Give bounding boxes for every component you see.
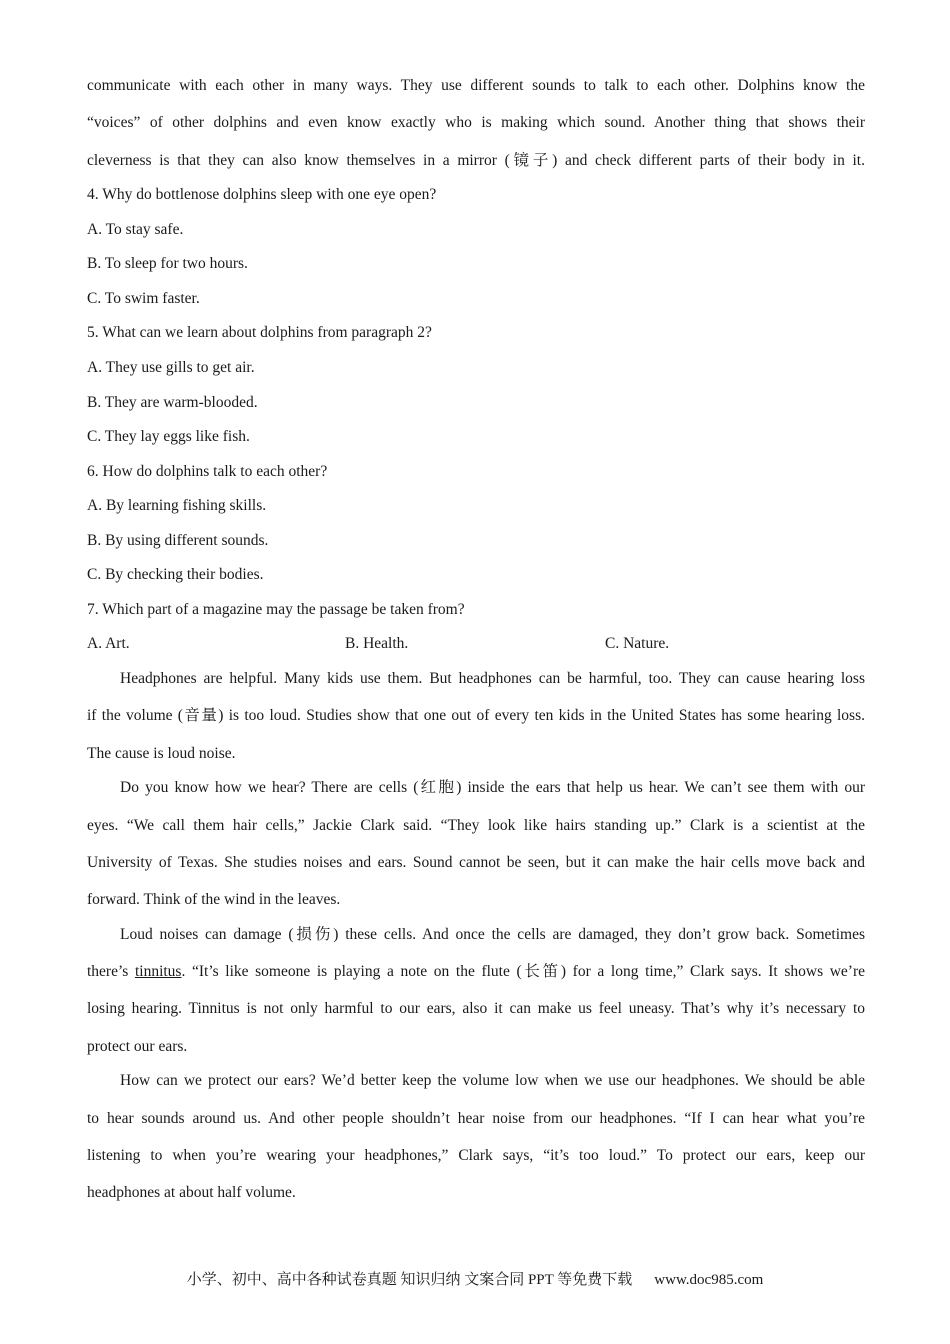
passage-line: communicate with each other in many ways. They use different sounds to talk to each other. Dolphins know the: [87, 77, 865, 94]
paragraph-line: eyes. “We call them hair cells,” Jackie Clark said. “They look like hairs standing up.” Clark is a scientist at the: [87, 817, 865, 834]
paragraph-line: Loud noises can damage (损伤) these cells. And once the cells are damaged, they don’t grow back. Sometimes: [120, 926, 865, 943]
paragraph-line: if the volume (音量) is too loud. Studies show that one out of every ten kids in the United States has some hearing loss.: [87, 707, 865, 724]
question-stem: 6. How do dolphins talk to each other?: [87, 463, 328, 480]
question-stem: 4. Why do bottlenose dolphins sleep with one eye open?: [87, 186, 437, 203]
paragraph-line: [87, 962, 865, 982]
answer-option: C. To swim faster.: [87, 290, 200, 307]
answer-option: A. To stay safe.: [87, 221, 184, 238]
passage-line: “voices” of other dolphins and even know exactly who is making which sound. Another thing that shows their: [87, 114, 865, 131]
answer-option: B. They are warm-blooded.: [87, 394, 258, 411]
paragraph-line: How can we protect our ears? We’d better keep the volume low when we use our headphones. We should be able: [120, 1072, 865, 1089]
answer-option: A. They use gills to get air.: [87, 359, 255, 376]
paragraph-line: protect our ears.: [87, 1038, 188, 1055]
paragraph-line: Do you know how we hear? There are cells (红胞) inside the ears that help us hear. We can’t see them with our: [120, 779, 865, 796]
paragraph-line: Headphones are helpful. Many kids use them. But headphones can be harmful, too. They can cause hearing loss: [120, 670, 865, 687]
text-run: . “It’s like someone is playing a note on the flute (长笛) for a long time,” Clark says. It shows we’re: [181, 963, 865, 980]
paragraph-line: to hear sounds around us. And other people shouldn’t hear noise from our headphones. “If I can hear what you’re: [87, 1110, 865, 1127]
passage-line: cleverness is that they can also know themselves in a mirror (镜子) and check different parts of their body in it.: [87, 152, 865, 169]
footer-text: 小学、初中、高中各种试卷真题 知识归纳 文案合同 PPT 等免费下载: [186, 1272, 633, 1288]
answer-option: C. They lay eggs like fish.: [87, 428, 250, 445]
paragraph-line: losing hearing. Tinnitus is not only harmful to our ears, also it can make us feel uneasy. That’s why it’s necessary to: [87, 1000, 865, 1017]
underlined-word: tinnitus: [134, 963, 182, 980]
paragraph-line: forward. Think of the wind in the leaves.: [87, 891, 341, 908]
answer-option: B. Health.: [345, 635, 409, 652]
footer-website-link[interactable]: www.doc985.com: [654, 1272, 764, 1288]
paragraph-line: The cause is loud noise.: [87, 745, 236, 762]
text-run: there’s: [87, 963, 135, 980]
paragraph-line: listening to when you’re wearing your headphones,” Clark says, “it’s too loud.” To protect our ears, keep our: [87, 1147, 865, 1164]
answer-option: B. By using different sounds.: [87, 532, 269, 549]
answer-option: B. To sleep for two hours.: [87, 255, 248, 272]
answer-option: A. Art.: [87, 635, 130, 652]
paragraph-line: University of Texas. She studies noises and ears. Sound cannot be seen, but it can make the hair cells move back and: [87, 854, 865, 871]
answer-option: C. Nature.: [605, 635, 670, 652]
paragraph-line: headphones at about half volume.: [87, 1184, 296, 1201]
question-stem: 5. What can we learn about dolphins from paragraph 2?: [87, 324, 432, 341]
question-stem: 7. Which part of a magazine may the passage be taken from?: [87, 601, 465, 618]
answer-option: C. By checking their bodies.: [87, 566, 264, 583]
answer-option: A. By learning fishing skills.: [87, 497, 267, 514]
page-footer: [0, 1270, 950, 1290]
